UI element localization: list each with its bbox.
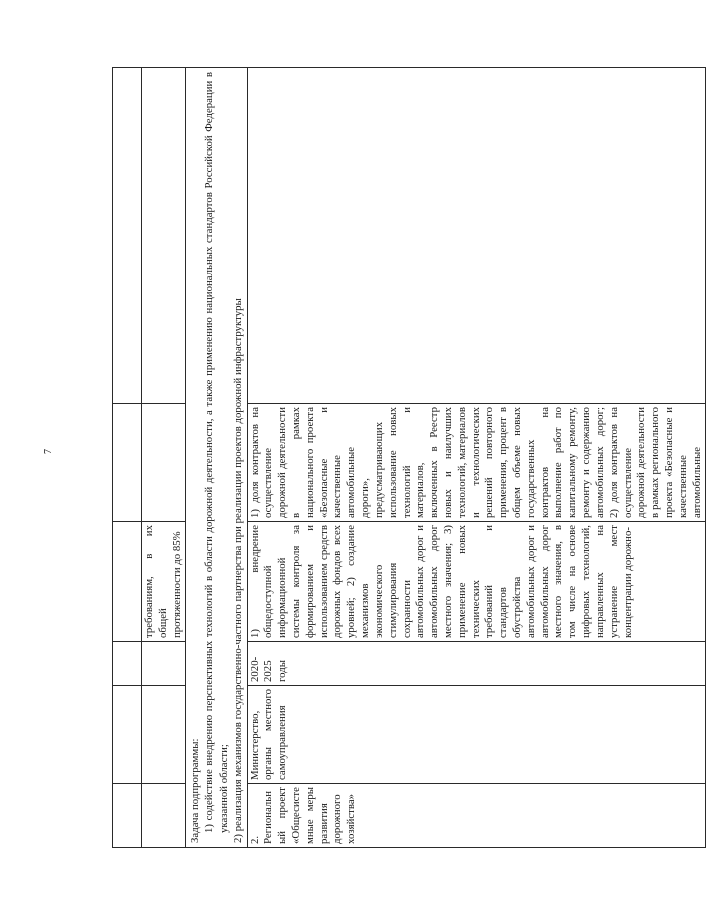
table-row xyxy=(142,68,186,848)
header-cell xyxy=(113,522,142,642)
project-name-cell: 2. Региональный проект «Общесистемные меры развития дорожного хозяйства» xyxy=(247,784,706,848)
table-header-row xyxy=(113,68,142,848)
page-number: 7 xyxy=(43,449,54,454)
header-cell xyxy=(113,404,142,522)
rotated-table-container xyxy=(112,68,703,848)
header-cell xyxy=(113,68,142,404)
table-cell-continuation xyxy=(142,522,186,642)
continuation-line: протяженности до 85% xyxy=(170,531,183,638)
table-cell xyxy=(142,784,186,848)
table-cell xyxy=(247,68,706,404)
executor-cell: Министерство, органы местного самоуправления xyxy=(247,686,706,784)
table-cell xyxy=(142,642,186,686)
table-cell xyxy=(142,404,186,522)
continuation-line: требованиям, в их общей xyxy=(143,525,169,638)
header-cell xyxy=(113,686,142,784)
results-cell: 1) внедрение общедоступной информационной системы контроля за формированием и использованием средств дорожных фондов всех уровней; 2) создание механизмов экономического стимулирования сохранности автомобильных дорог и автомобильных дорог местного значения; 3) применение новых технических требований и стандартов обустройства автомобильных дорог и автомобильных дорог местного значения, в том числе на основе цифровых технологий, направленных на устранение мест концентрации дорожно- xyxy=(247,522,706,642)
task-title: Задача подпрограммы: xyxy=(189,738,202,843)
table-row xyxy=(247,68,706,848)
header-cell xyxy=(113,784,142,848)
task-row xyxy=(186,68,247,848)
table-cell xyxy=(142,686,186,784)
indicators-cell: 1) доля контрактов на осуществление дорожной деятельности в рамках национального проекта «Безопасные и качественные автомобильные дороги», предусматривающих использование новых технологий и материалов, включенных в Реестр новых и наилучших технологий, материалов и технологических решений повторного применения, процент в общем объеме новых государственных контрактов на выполнение работ по капитальному ремонту, ремонту и содержанию автомобильных дорог; 2) доля контрактов на осуществление дорожной деятельности в рамках регионального проекта «Безопасные и качественные автомобильные xyxy=(247,404,706,522)
table-cell xyxy=(142,68,186,404)
task-item: 2) реализация механизмов государственно-частного партнерства при реализации проектов дорожной инфраструктуры xyxy=(231,298,244,843)
period-cell: 2020-2025 годы xyxy=(247,642,706,686)
header-cell xyxy=(113,642,142,686)
task-cell xyxy=(186,68,247,848)
task-item: 1) содействие внедрению перспективных технологий в области дорожной деятельности, а также применению национальных стандартов Российской Федерации в указанной области; xyxy=(203,72,230,833)
program-table xyxy=(112,67,706,848)
